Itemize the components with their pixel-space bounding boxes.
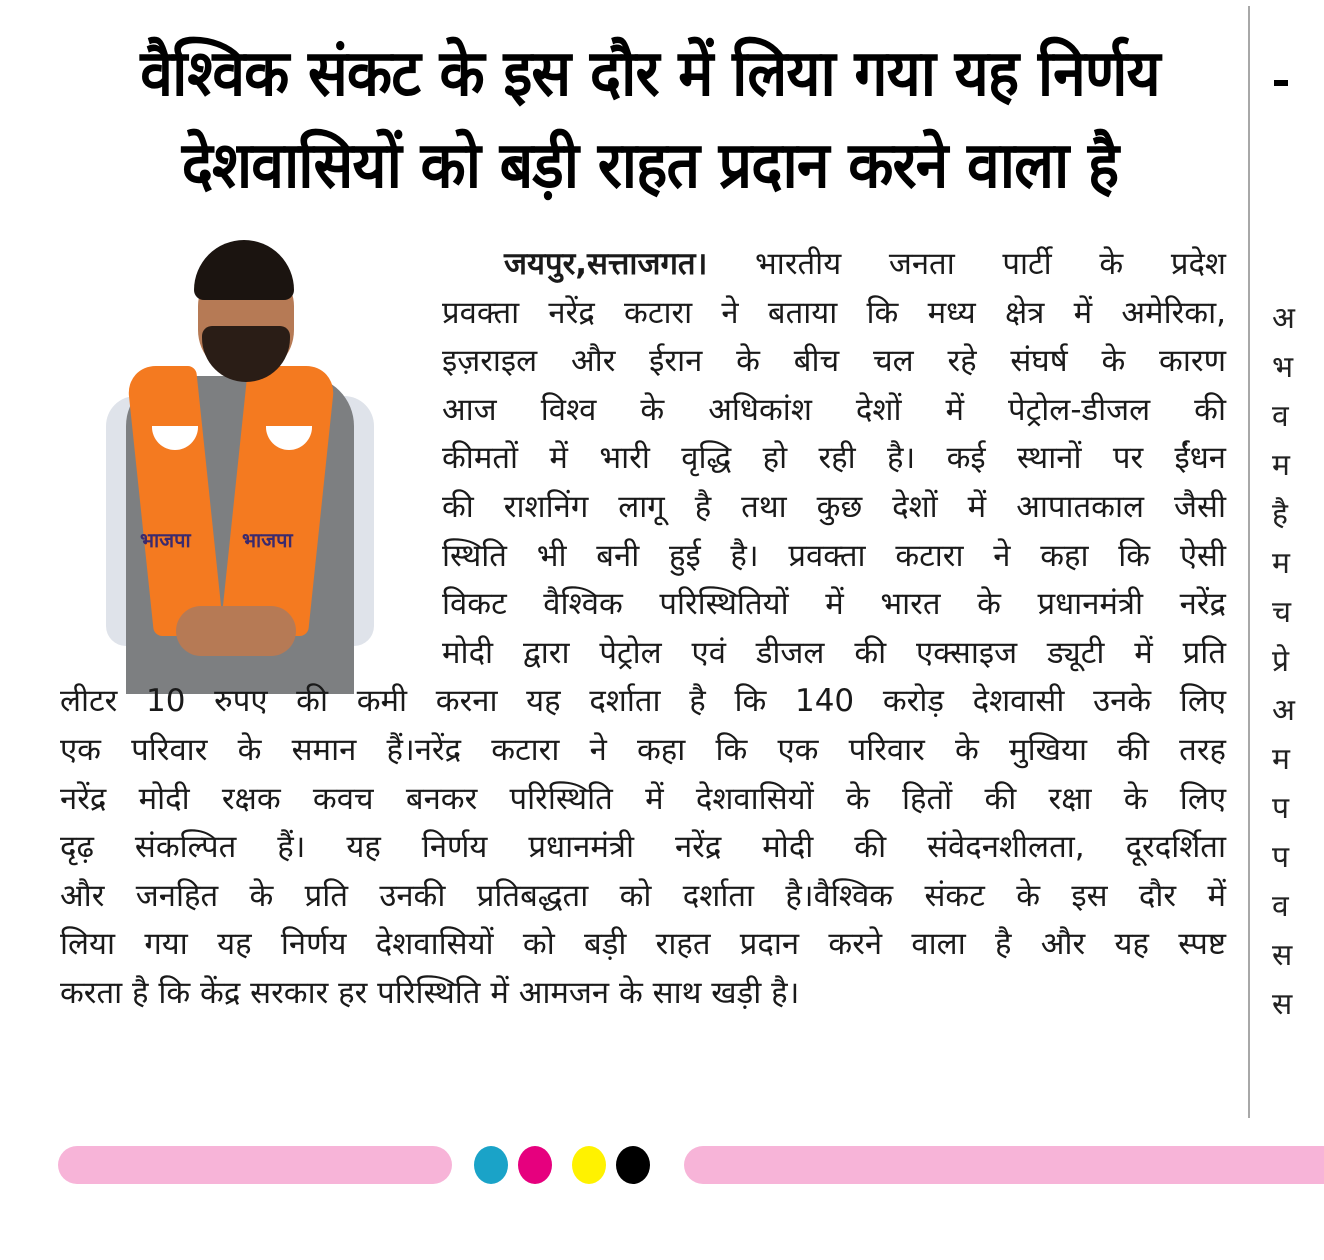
- article-line: कीमतों में भारी वृद्धि हो रही है। कई स्थानों पर ईंधन: [442, 440, 1226, 477]
- registration-dot-magenta: [518, 1146, 552, 1184]
- adjacent-char: प: [1272, 791, 1290, 826]
- adjacent-char: स: [1272, 938, 1293, 973]
- adjacent-char: व: [1272, 889, 1289, 924]
- article-line-text: भारतीय जनता पार्टी के प्रदेश: [755, 246, 1227, 282]
- article-line: नरेंद्र मोदी रक्षक कवच बनकर परिस्थिति में देशवासियों के हितों की रक्षा के लिए: [60, 780, 1226, 817]
- footer-bar-left: [58, 1146, 452, 1184]
- stole-text-left: भाजपा: [140, 528, 191, 552]
- headline: [107, 28, 1193, 212]
- headline-line-2: देशवासियों को बड़ी राहत प्रदान करने वाला है: [181, 129, 1119, 203]
- article-body: [60, 240, 1226, 1018]
- article-line: इज़राइल और ईरान के बीच चल रहे संघर्ष के कारण: [442, 343, 1226, 380]
- article-line: करता है कि केंद्र सरकार हर परिस्थिति में आमजन के साथ खड़ी है।: [60, 974, 800, 1011]
- article-line: प्रवक्ता नरेंद्र कटारा ने बताया कि मध्य क्षेत्र में अमेरिका,: [442, 294, 1226, 331]
- article-line: और जनहित के प्रति उनकी प्रतिबद्धता को दर्शाता है।वैश्विक संकट के इस दौर में: [60, 877, 1226, 914]
- adjacent-char: भ: [1272, 350, 1294, 385]
- adjacent-char: व: [1272, 399, 1289, 434]
- article-line: लीटर 10 रुपए की कमी करना यह दर्शाता है कि 140 करोड़ देशवासी उनके लिए: [60, 683, 1226, 720]
- article-line: की राशनिंग लागू है तथा कुछ देशों में आपातकाल जैसी: [442, 488, 1226, 525]
- adjacent-char: है: [1272, 497, 1288, 532]
- adjacent-char: म: [1272, 742, 1290, 777]
- adjacent-headline-fragment: [1274, 80, 1288, 86]
- adjacent-char: म: [1272, 546, 1290, 581]
- adjacent-char: अ: [1272, 301, 1295, 336]
- registration-dot-cyan: [474, 1146, 508, 1184]
- article-line: मोदी द्वारा पेट्रोल एवं डीजल की एक्साइज ड्यूटी में प्रति: [442, 634, 1226, 671]
- adjacent-char: च: [1272, 595, 1292, 630]
- headline-line-1: वैश्विक संकट के इस दौर में लिया गया यह निर्णय: [140, 37, 1160, 111]
- article-line: आज विश्व के अधिकांश देशों में पेट्रोल-डीजल की: [442, 391, 1226, 428]
- article-line: [442, 240, 1226, 289]
- adjacent-char: स: [1272, 987, 1293, 1022]
- article-line: स्थिति भी बनी हुई है। प्रवक्ता कटारा ने कहा कि ऐसी: [442, 537, 1226, 574]
- adjacent-char: अ: [1272, 693, 1295, 728]
- column-divider: [1248, 6, 1250, 1118]
- adjacent-char: प्रे: [1272, 644, 1290, 679]
- article-line: लिया गया यह निर्णय देशवासियों को बड़ी राहत प्रदान करने वाला है और यह स्पष्ट: [60, 926, 1226, 963]
- registration-dot-black: [616, 1146, 650, 1184]
- article-line: दृढ़ संकल्पित हैं। यह निर्णय प्रधानमंत्री नरेंद्र मोदी की संवेदनशीलता, दूरदर्शिता: [60, 829, 1226, 866]
- adjacent-char: म: [1272, 448, 1290, 483]
- footer-bar-right: [684, 1146, 1324, 1184]
- article-line: विकट वैश्विक परिस्थितियों में भारत के प्रधानमंत्री नरेंद्र: [442, 586, 1226, 623]
- registration-dot-yellow: [572, 1146, 606, 1184]
- dateline: जयपुर,सत्ताजगत।: [504, 246, 708, 282]
- article-line: एक परिवार के समान हैं।नरेंद्र कटारा ने कहा कि एक परिवार के मुखिया की तरह: [60, 731, 1226, 768]
- adjacent-char: प: [1272, 840, 1290, 875]
- adjacent-column-fragment: [1272, 0, 1295, 1120]
- stole-text-right: भाजपा: [242, 528, 293, 552]
